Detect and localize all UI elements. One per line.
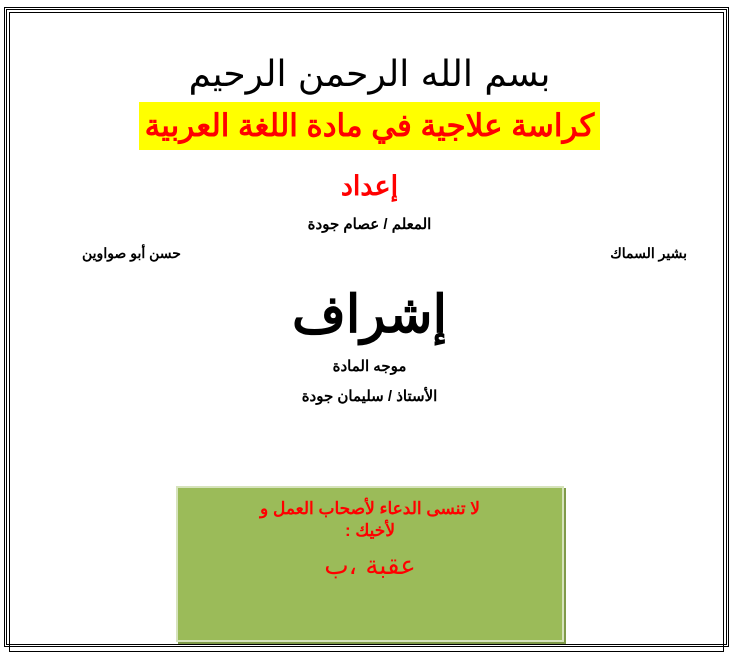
supervisor-role: موجه المادة bbox=[332, 358, 407, 375]
supervisor-name: الأستاذ / سليمان جودة bbox=[301, 388, 438, 405]
teacher-left-name: حسن أبو صواوين bbox=[82, 245, 181, 261]
supervision-heading: إشراف bbox=[291, 286, 448, 344]
basmala-heading: بسم الله الرحمن الرحيم bbox=[188, 54, 551, 95]
prepared-by-label: إعداد bbox=[340, 171, 399, 201]
teacher-right-name: بشير السماك bbox=[610, 245, 687, 261]
title-wrapper bbox=[0, 102, 739, 157]
prayer-note-line-1: لا تنسى الدعاء لأصحاب العمل و bbox=[260, 499, 480, 518]
prayer-note-signature: عقبة ،ب bbox=[324, 551, 416, 581]
prayer-note-line-2: لأخيك : bbox=[344, 521, 396, 540]
document-title: كراسة علاجية في مادة اللغة العربية bbox=[139, 102, 601, 150]
prayer-note-box bbox=[176, 486, 564, 642]
teacher-main-name: المعلم / عصام جودة bbox=[307, 216, 432, 233]
